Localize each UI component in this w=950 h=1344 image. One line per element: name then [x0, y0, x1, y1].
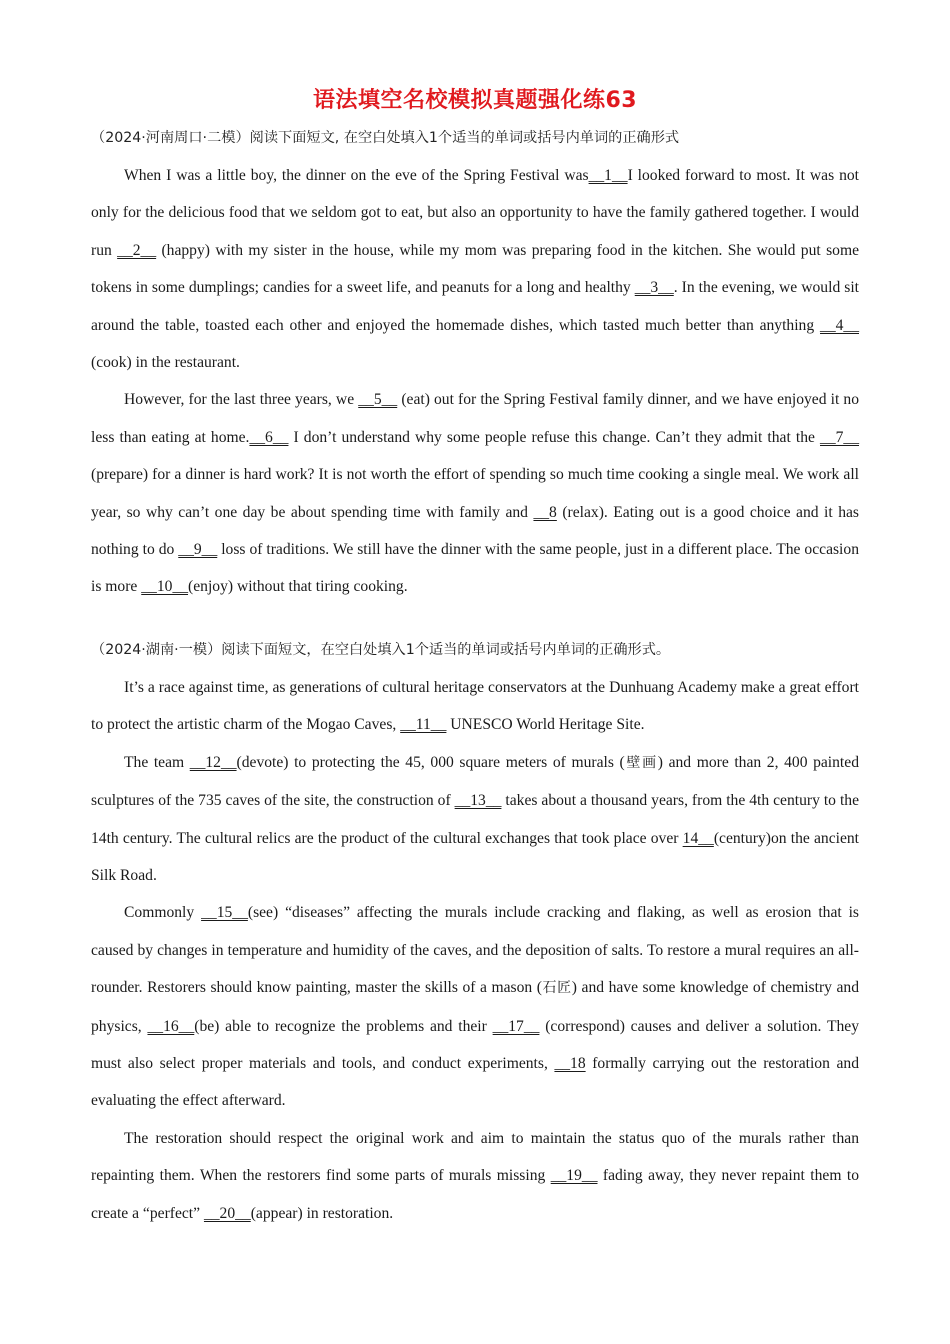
text-run: I don’t understand why some people refuse this change. Can’t they admit that the	[288, 428, 821, 446]
blank-4: __4__	[820, 316, 859, 334]
page-title: 语法填空名校模拟真题强化练63	[312, 88, 638, 113]
text-run: (devote) to protecting the 45, 000 square meters of murals (	[236, 753, 625, 771]
section1-paragraph-1	[91, 157, 859, 381]
text-run: UNESCO World Heritage Site.	[446, 716, 645, 734]
text-run: (be) able to recognize the problems and their	[194, 1017, 493, 1035]
text-run: Commonly	[124, 904, 202, 922]
text-run: formally carrying out the restoration and evaluating the effect afterward.	[91, 1054, 859, 1110]
text-run: loss of traditions. We still have the dinner with the same people, just in a different place. The occasion is more	[91, 541, 859, 596]
text-run: (eat) out for the Spring Festival family dinner, and we have enjoyed it no less than eating at home.	[91, 391, 860, 446]
text-run: (century)on the ancient Silk Road.	[91, 829, 859, 884]
cjk-gloss-mason: 石匠	[541, 980, 572, 997]
text-run: (enjoy) without that tiring cooking.	[188, 578, 408, 596]
blank-7: __7__	[820, 428, 859, 446]
text-run: (happy) with my sister in the house, while my mom was preparing food in the kitchen. She would put some tokens in some dumplings; candies for a sweet life, and peanuts for a long and healthy	[91, 241, 860, 297]
blank-12: __12__	[189, 753, 237, 771]
blank-3: __3__	[634, 279, 674, 297]
text-run: I looked forward to most. It was not only for the delicious food that we seldom got to eat, but also an opportunity to have the family gathered together. I would run	[91, 167, 859, 259]
blank-8: __8	[533, 503, 557, 521]
text-run: It’s a race against time, as generations of cultural heritage conservators at the Dunhuang Academy make a great effort to protect the artistic charm of the Mogao Caves,	[91, 678, 859, 734]
text-run: (cook) in the restaurant.	[91, 354, 240, 372]
section1-paragraph-2	[91, 381, 859, 605]
text-run: The restoration should respect the original work and aim to maintain the status quo of the murals rather than repainting them. When the restorers find some parts of murals missing	[91, 1129, 859, 1185]
section2-paragraph-4	[91, 1120, 859, 1232]
blank-18: __18	[554, 1054, 586, 1072]
section2-instruction: （2024·湖南·一模）阅读下面短文，在空白处填入1个适当的单词或括号内单词的正确形式。	[91, 641, 671, 658]
text-run: (relax). Eating out is a good choice and it has nothing to do	[91, 503, 859, 559]
section2-paragraph-3	[91, 894, 859, 1119]
text-run: fading away, they never repaint them to create a “perfect”	[91, 1167, 859, 1222]
text-run: (see) “diseases” affecting the murals include cracking and flaking, as well as erosion that is caused by changes in temperature and humidity of the caves, and the deposition of salts. To restore a mural requires an all-rounder. Restorers should know painting, master the skills of a mason (	[91, 904, 860, 997]
text-run: (correspond) causes and deliver a solution. They must also select proper materials and tools, and conduct experiments,	[91, 1017, 860, 1072]
blank-11: __11__	[400, 716, 447, 734]
blank-13: __13__	[454, 792, 502, 810]
blank-15: __15__	[201, 904, 248, 922]
section2-paragraph-2	[91, 744, 859, 895]
text-run: (appear) in restoration.	[250, 1204, 394, 1222]
text-run: ) and have some knowledge of chemistry and physics,	[91, 979, 859, 1035]
blank-19: __19__	[550, 1167, 598, 1185]
blank-10: __10__	[141, 578, 189, 596]
text-run: The team	[124, 753, 190, 771]
blank-20: __20__	[203, 1204, 251, 1222]
text-run: takes about a thousand years, from the 4th century to the 14th century. The cultural relics are the product of the cultural exchanges that took place over	[91, 792, 859, 847]
section1-instruction: （2024·河南周口·二模）阅读下面短文, 在空白处填入1个适当的单词或括号内单词的正确形式	[91, 130, 680, 146]
blank-16: __16__	[147, 1017, 195, 1035]
text-run: (prepare) for a dinner is hard work? It is not worth the effort of spending so much time cooking a single meal. We work all year, so why can’t one day be about spending time with family and	[91, 466, 859, 521]
text-run: ) and more than 2, 400 painted sculptures of the 735 caves of the site, the construction of	[91, 753, 859, 810]
text-run: However, for the last three years, we	[124, 391, 359, 409]
blank-6: __6__	[249, 428, 289, 446]
cjk-gloss-murals: 壁画	[624, 754, 658, 771]
blank-14: 14__	[682, 829, 714, 847]
text-run: When I was a little boy, the dinner on the eve of the Spring Festival was	[124, 167, 589, 184]
blank-17: __17__	[492, 1017, 540, 1035]
text-run: . In the evening, we would sit around the table, toasted each other and enjoyed the homemade dishes, which tasted much better than anything	[91, 279, 859, 334]
blank-2: __2__	[117, 241, 157, 259]
blank-5: __5__	[358, 391, 398, 409]
section2-paragraph-1	[91, 669, 859, 744]
blank-1: __1__	[588, 167, 628, 184]
blank-9: __9__	[178, 541, 218, 559]
